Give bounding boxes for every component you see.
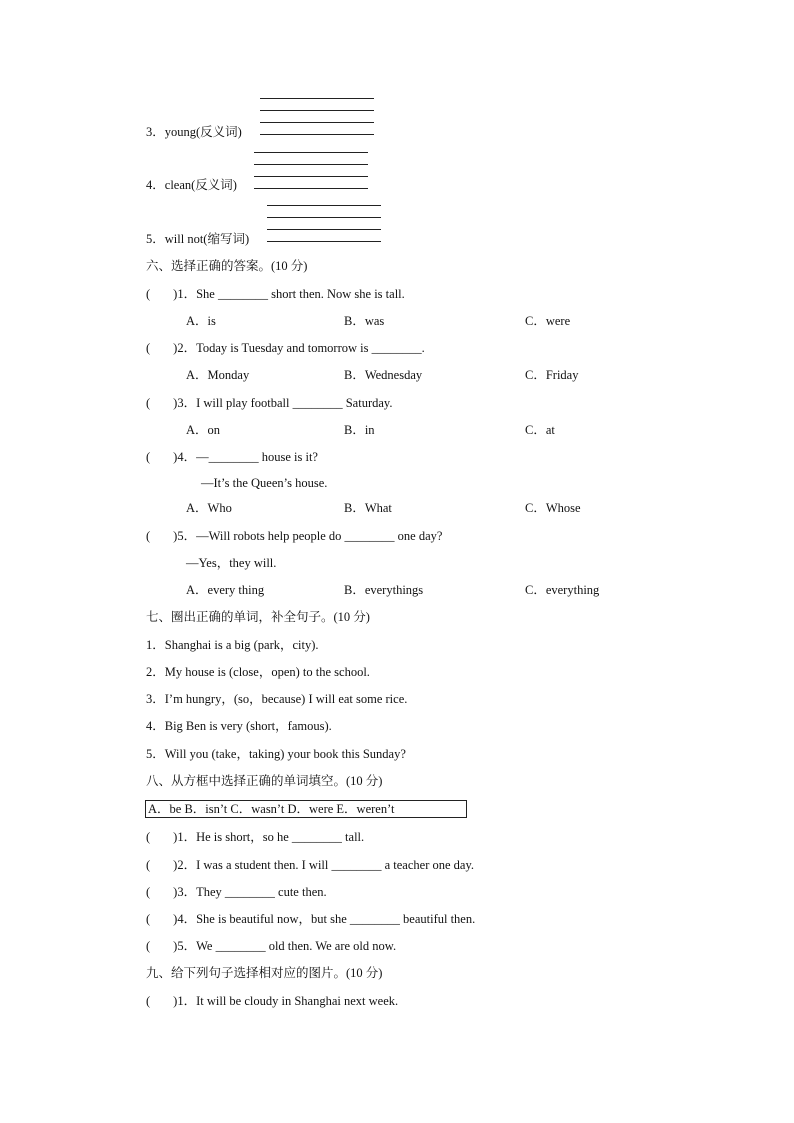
option-a: A．Who xyxy=(186,501,232,515)
option-a: A．on xyxy=(186,423,221,437)
sentence-item: 4．Big Ben is very (short，famous). xyxy=(146,719,332,733)
question: ( )5．We ________ old then. We are old now. xyxy=(146,939,397,953)
question: ( )2．I was a student then. I will ________ a teacher one day. xyxy=(146,858,475,872)
question: ( )3．They ________ cute then. xyxy=(146,885,327,899)
question: ( )1．She ________ short then. Now she is tall. xyxy=(146,287,405,301)
word-box: A．be B．isn’t C．wasn’t D．were E．weren’t xyxy=(145,800,467,818)
question: ( )3．I will play football ________ Saturday. xyxy=(146,396,393,410)
option-c: C．at xyxy=(525,423,555,437)
option-b: B．in xyxy=(344,423,375,437)
question: ( )1．It will be cloudy in Shanghai next week. xyxy=(146,994,399,1008)
section-title: 八、从方框中选择正确的单词填空。(10 分) xyxy=(146,774,383,788)
section-title: 六、选择正确的答案。(10 分) xyxy=(146,259,308,273)
word-item: 5．will not(缩写词) xyxy=(146,232,250,246)
option-c: C．Friday xyxy=(525,368,579,382)
sentence-item: 3．I’m hungry，(so，because) I will eat some rice. xyxy=(146,692,408,706)
option-c: C．were xyxy=(525,314,571,328)
option-c: C．everything xyxy=(525,583,600,597)
question: ( )5．—Will robots help people do ________ one day? xyxy=(146,529,443,543)
section-title: 九、给下列句子选择相对应的图片。(10 分) xyxy=(146,966,383,980)
option-a: A．Monday xyxy=(186,368,250,382)
option-b: B．was xyxy=(344,314,385,328)
word-item: 4．clean(反义词) xyxy=(146,178,237,192)
sentence-item: 2．My house is (close，open) to the school. xyxy=(146,665,370,679)
dialogue-line: —It’s the Queen’s house. xyxy=(201,476,328,490)
question: ( )4．—________ house is it? xyxy=(146,450,318,464)
option-b: B．everythings xyxy=(344,583,424,597)
dialogue-line: —Yes，they will. xyxy=(186,556,277,570)
word-item: 3．young(反义词) xyxy=(146,125,242,139)
question: ( )4．She is beautiful now，but she ________ beautiful then. xyxy=(146,912,476,926)
option-a: A．is xyxy=(186,314,216,328)
option-b: B．Wednesday xyxy=(344,368,423,382)
question: ( )2．Today is Tuesday and tomorrow is ________. xyxy=(146,341,425,355)
sentence-item: 5．Will you (take，taking) your book this Sunday? xyxy=(146,747,406,761)
question: ( )1．He is short，so he ________ tall. xyxy=(146,830,365,844)
sentence-item: 1．Shanghai is a big (park，city). xyxy=(146,638,319,652)
option-c: C．Whose xyxy=(525,501,581,515)
option-a: A．every thing xyxy=(186,583,265,597)
section-title: 七、圈出正确的单词，补全句子。(10 分) xyxy=(146,610,370,624)
option-b: B．What xyxy=(344,501,392,515)
